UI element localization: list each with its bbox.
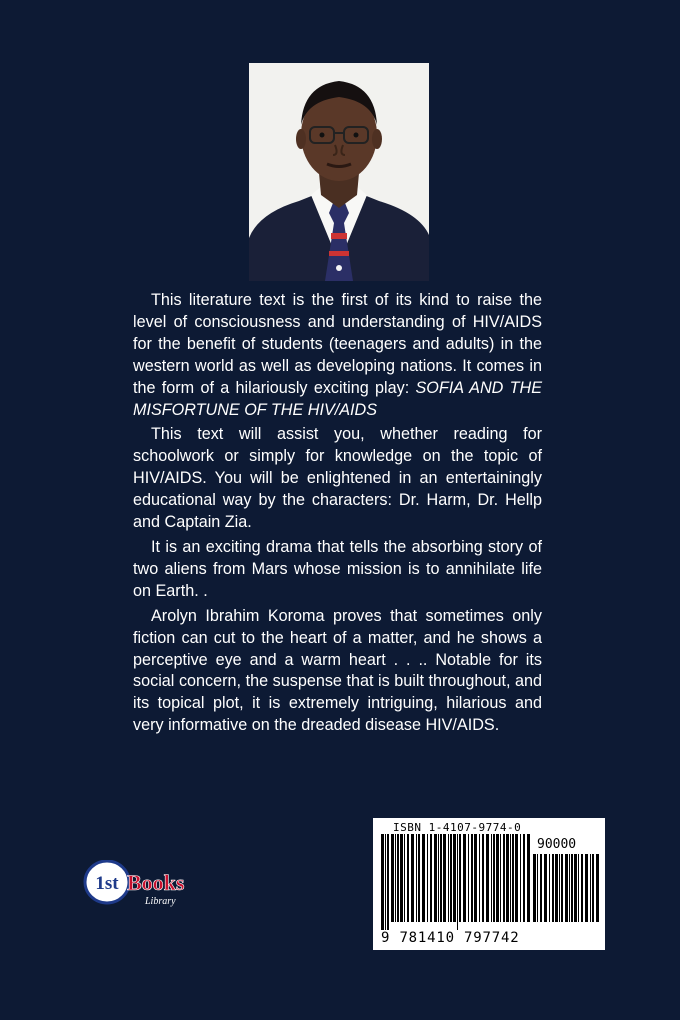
price-code: 90000	[537, 837, 577, 852]
isbn-label: ISBN 1-4107-9774-0	[393, 821, 522, 834]
ean-number: 9 781410 797742	[381, 930, 520, 946]
barcode	[373, 818, 605, 950]
blurb-paragraph-3: It is an exciting drama that tells the absorbing story of two aliens from Mars whose mission is to annihilate life on Earth. .	[133, 537, 542, 600]
author-photo	[249, 63, 429, 281]
logo-books-text: Books	[127, 870, 185, 895]
blurb-paragraph-1	[133, 290, 542, 421]
ean-barcode-bars	[381, 834, 531, 930]
logo-library-text: Library	[145, 896, 176, 907]
publisher-logo	[83, 860, 193, 912]
blurb-paragraph-4: Arolyn Ibrahim Koroma proves that sometimes only fiction can cut to the heart of a matter, and he shows a perceptive eye and a warm heart . . .. Notable for its social concern, the suspense that is built throughout, and its topical plot, it is extremely intriguing, hilarious and very informative on the dreaded disease HIV/AIDS.	[133, 606, 542, 735]
play-title: SOFIA AND THE MISFORTUNE OF THE HIV/AIDS	[133, 378, 542, 419]
price-barcode-bars	[533, 854, 599, 930]
blurb-text	[133, 290, 542, 740]
blurb-paragraph-1-text: This literature text is the first of its kind to raise the level of consciousness and understanding of HIV/AIDS for the benefit of students (teenagers and adults) in the western world as well as developing nations. It comes in the form of a hilariously exciting play:	[133, 291, 542, 397]
logo-1st-text: 1st	[95, 873, 119, 894]
blurb-paragraph-2: This text will assist you, whether reading for schoolwork or simply for knowledge on the topic of HIV/AIDS. You will be enlightened in an entertainingly educational way by the characters: Dr. Harm, Dr. Hellp and Captain Zia.	[133, 425, 542, 532]
